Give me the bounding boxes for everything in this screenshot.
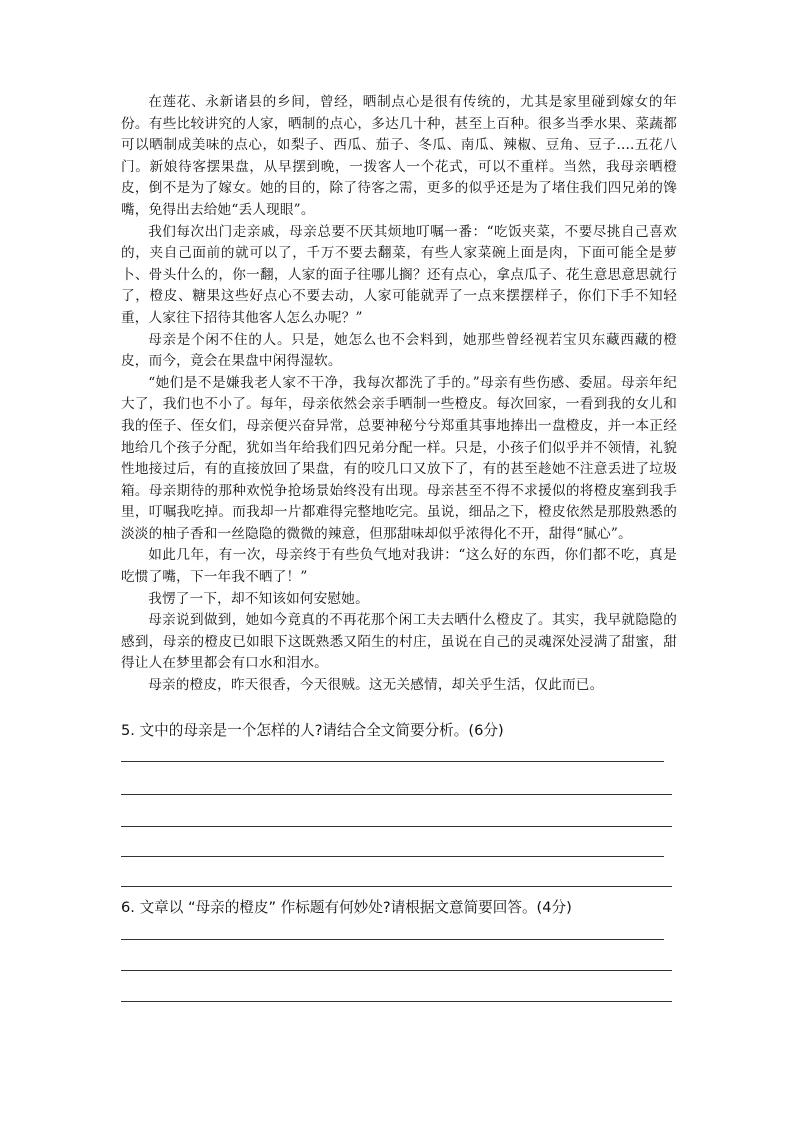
- answer-line[interactable]: [121, 856, 664, 857]
- question-5: 5. 文中的母亲是一个怎样的人?请结合全文简要分析。(6分): [121, 722, 504, 739]
- answer-line[interactable]: [121, 886, 672, 887]
- passage-paragraph: 如此几年，有一次，母亲终于有些负气地对我讲：“这么好的东西，你们都不吃，真是吃惯了嘴，下一年我不晒了！”: [121, 547, 677, 586]
- passage-paragraph: 母亲的橙皮，昨天很香，今天很贼。这无关感情，却关乎生活，仅此而已。: [148, 677, 604, 694]
- answer-line[interactable]: [121, 794, 672, 795]
- passage-paragraph: 母亲说到做到，她如今竟真的不再花那个闲工夫去晒什么橙皮了。其实，我早就隐隐的感到，母亲的橙皮已如眼下这既熟悉又陌生的村庄，虽说在自己的灵魂深处浸满了甜蜜，甜得让人在梦里都会有口水和泪水。: [121, 612, 677, 672]
- answer-line[interactable]: [121, 1001, 672, 1002]
- passage-paragraph: 我们每次出门走亲戚，母亲总要不厌其烦地叮嘱一番：“吃饭夹菜，不要尽挑自己喜欢的，夹自己面前的就可以了，千万不要去翻菜，有些人家菜碗上面是肉，下面可能全是萝卜、骨头什么的，你一翻，人家的面子往哪儿搁？还有点心，拿点瓜子、花生意思意思就行了，橙皮、糖果这些好点心不要去动，人家可能就弄了一点来摆摆样子，你们下手不知轻重，人家往下招待其他客人怎么办呢？”: [121, 223, 677, 326]
- passage-paragraph: 在莲花、永新诸县的乡间，曾经，晒制点心是很有传统的，尤其是家里碰到嫁女的年份。有些比较讲究的人家，晒制的点心，多达几十种，甚至上百种。很多当季水果、菜蔬都可以晒制成美味的点心，如梨子、西瓜、茄子、冬瓜、南瓜、辣椒、豆角、豆子....五花八门。新娘待客摆果盘，从早摆到晚，一拨客人一个花式，可以不重样。当然，我母亲晒橙皮，倒不是为了嫁女。她的目的，除了待客之需，更多的似乎还是为了堵住我们四兄弟的馋嘴，免得出去给她“丢人现眼”。: [121, 94, 677, 218]
- passage-paragraph: 我愣了一下，却不知该如何安慰她。: [148, 590, 369, 607]
- passage-paragraph: 母亲是个闲不住的人。只是，她怎么也不会料到，她那些曾经视若宝贝东藏西藏的橙皮，而今，竟会在果盘中闲得湿软。: [121, 331, 677, 370]
- reading-passage: [121, 92, 677, 697]
- answer-line[interactable]: [121, 761, 664, 762]
- passage-paragraph: “她们是不是嫌我老人家不干净，我每次都洗了手的。”母亲有些伤感、委屈。母亲年纪大了，我们也不小了。每年，母亲依然会亲手晒制一些橙皮。每次回家，一看到我的女儿和我的侄子、侄女们，母亲便兴奋异常，总要神秘兮兮郑重其事地捧出一盘橙皮，并一本正经地给几个孩子分配，犹如当年给我们四兄弟分配一样。只是，小孩子们似乎并不领情，礼貌性地接过后，有的直接放回了果盘，有的咬几口又放下了，有的甚至趁她不注意丢进了垃圾箱。母亲期待的那种欢悦争抢场景始终没有出现。母亲甚至不得不求援似的将橙皮塞到我手里，叮嘱我吃掉。而我却一片都难得完整地吃完。虽说，细品之下，橙皮依然是那股熟悉的淡淡的柚子香和一丝隐隐的微微的辣意，但那甜味却似乎浓得化不开，甜得“腻心”。: [121, 374, 677, 542]
- question-6: 6. 文章以 “母亲的橙皮” 作标题有何妙处?请根据文意简要回答。(4分): [121, 899, 572, 916]
- answer-line[interactable]: [121, 826, 672, 827]
- answer-line[interactable]: [121, 970, 672, 971]
- answer-line[interactable]: [121, 939, 664, 940]
